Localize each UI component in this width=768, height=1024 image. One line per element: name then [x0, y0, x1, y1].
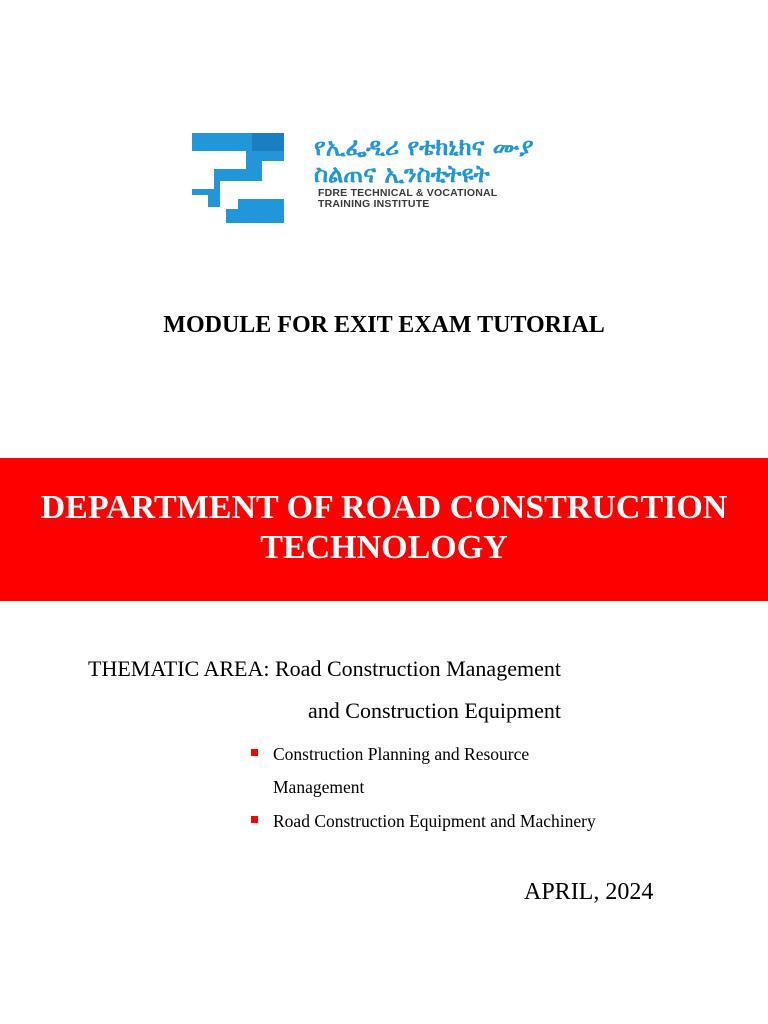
thematic-area-line1: THEMATIC AREA: Road Construction Management: [88, 656, 561, 681]
logo-amharic-name: [314, 134, 584, 188]
department-title: [0, 488, 768, 568]
thematic-area-line2: and Construction Equipment: [308, 698, 561, 723]
list-item: [248, 805, 668, 838]
department-banner: [0, 458, 768, 601]
department-title-line1: DEPARTMENT OF ROAD CONSTRUCTION: [40, 489, 728, 526]
red-square-bullet-icon: [251, 816, 258, 823]
red-square-bullet-icon: [251, 749, 258, 756]
module-title: MODULE FOR EXIT EXAM TUTORIAL: [163, 312, 605, 338]
logo-english-line2: TRAINING INSTITUTE: [318, 198, 430, 210]
logo-amharic-line1: የኢፌዲሪ የቴክኒክና ሙያ: [314, 133, 534, 161]
logo-english-line1: FDRE TECHNICAL & VOCATIONAL: [318, 187, 498, 199]
publication-date: APRIL, 2024: [524, 879, 654, 905]
topic-list: [248, 738, 668, 839]
department-title-line2: TECHNOLOGY: [260, 529, 508, 566]
list-item: [248, 738, 668, 804]
list-item-text: Construction Planning and Resource Management: [273, 744, 530, 797]
fdre-tvti-logo-icon: [192, 133, 284, 223]
institute-logo: [190, 130, 580, 225]
list-item-text: Road Construction Equipment and Machinery: [273, 811, 596, 831]
logo-amharic-line2: ስልጠና ኢንስቲትዩት: [314, 160, 490, 188]
logo-english-name: [318, 188, 497, 210]
